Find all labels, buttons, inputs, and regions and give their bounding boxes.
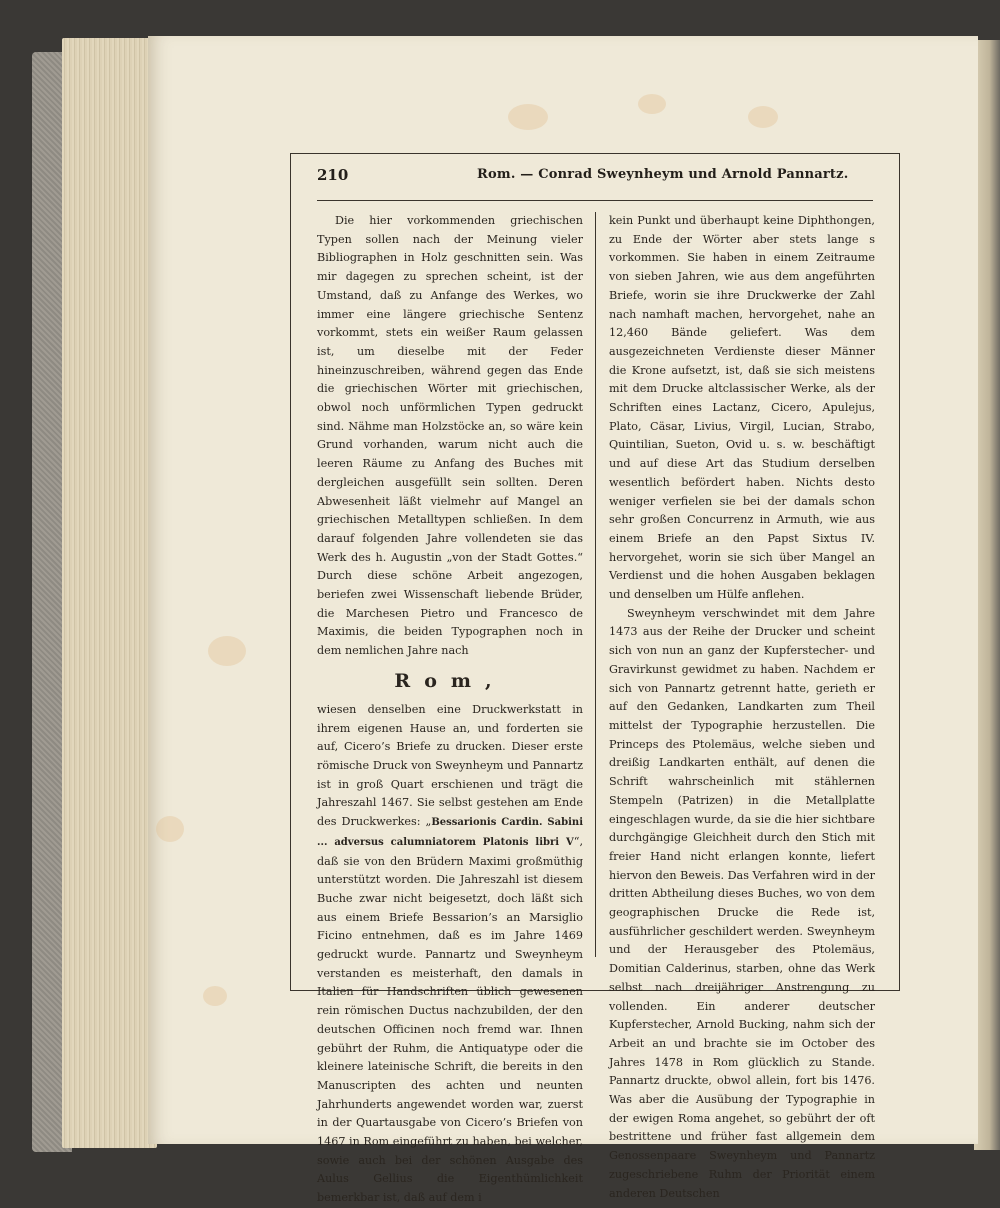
stacked-page-edges [62,38,157,1148]
latin-title: Bessarionis Cardin. Sabini ... adversus calumniatorem Platonis libri V [317,817,583,848]
foxing-spot [638,94,666,114]
paragraph: Sweynheym verschwindet mit dem Jahre 1473 aus der Reihe der Drucker und scheint sich von nun an ganz der Kupferstecher- und Gravirkunst gewidmet zu haben. Nachdem er sich von Pannartz getrennt hatte, gerieth er auf den Gedanken, Landkarten zum Theil mittelst der Typographie herzustellen. Die Princeps des Ptolemäus, welche sieben und dreißig Landkarten enthält, auf denen die Schrift wahrscheinlich mit stählernen Stempeln (Patrizen) in die Metallplatte eingeschlagen wurde, da sie die hier sichtbare durchgängige Gleichheit durch den Stich mit freier Hand nicht erlangen konnte, liefert hiervon den Beweis. Das Verfahren wird in der dritten Abtheilung dieses Buches, wo von dem geographischen Drucke die Rede ist, ausführlicher geschildert werden. Sweynheym und der Herausgeber des Ptolemäus, Domitian Calderinus, starben, ohne das Werk selbst nach dreijähriger Anstrengung zu vollenden. Ein anderer deutscher Kupferstecher, Arnold Bucking, nahm sich der Arbeit an und brachte sie im October des Jahres 1478 in Rom glücklich zu Stande. Pannartz druckte, obwol allein, fort bis 1476. Was aber die Ausübung der Typographie in der ewigen Roma angehet, so gebührt der oft bestrittene und früher fast allgemein dem Genossenpaare Sweynheym und Pannartz zugeschriebene Ruhm der Priorität einem anderen Deutschen [609,606,875,1200]
paragraph [317,701,583,1208]
paragraph: Die hier vorkommenden griechischen Typen sollen nach der Meinung vieler Bibliographen in Holz geschnitten sein. Was mir dagegen zu sprechen scheint, ist der Umstand, daß zu Anfange des Werkes, wo immer eine längere griechische Sentenz vorkommt, stets ein weißer Raum gelassen ist, um dieselbe mit der Feder hineinzuschreiben, während gegen das Ende die griechischen Wörter mit griechischen, obwol noch unförmlichen Typen gedruckt sind. Nähme man Holzstöcke an, so wäre kein Grund vorhanden, warum nicht auch die leeren Räume zu Anfang des Buches mit dergleichen ausgefüllt sein sollten. Deren Abwesenheit läßt vielmehr auf Mangel an griechischen Metalltypen schließen. In dem darauf folgenden Jahre vollendeten sie das Werk des h. Augustin „von der Stadt Gottes.“ Durch diese schöne Arbeit angezogen, beriefen zwei Wissenschaft liebende Brüder, die Marchesen Pietro und Francesco de Maximis, die beiden Typographen noch in dem nemlichen Jahre nach [317,214,583,658]
right-column [609,212,875,1203]
foxing-spot [208,636,246,666]
left-column [317,212,583,1208]
foxing-spot [508,104,548,130]
foxing-spot [156,816,184,842]
foxing-spot [203,986,227,1006]
foxing-spot [748,106,778,128]
page-number: 210 [317,166,349,184]
page-header [317,166,877,192]
paragraph-text: “, daß sie von den Brüdern Maximi großmüthig unterstützt worden. Die Jahreszahl ist diesem Buche zwar nicht beigesetzt, doch läßt sich aus einem Briefe Bessarion’s an Marsiglio Ficino entnehmen, daß es im Jahre 1469 gedruckt wurde. Pannartz und Sweynheym verstanden es meisterhaft, den damals in Italien für Handschriften üblich gewesenen rein römischen Ductus nachzubilden, der den deutschen Officinen noch fremd war. Ihnen gebührt der Ruhm, die Antiquatype oder die kleinere lateinische Schrift, die bereits in den Manuscripten des achten und neunten Jahrhunderts angewendet worden war, zuerst in der Quartausgabe von Cicero’s Briefen von 1467 in Rom eingeführt zu haben, bei welcher, sowie auch bei der schönen Ausgabe des Aulus Gellius die Eigenthümlichkeit bemerkbar ist, daß auf dem i [317,834,583,1205]
section-heading: Rom, [394,669,506,692]
header-rule [317,200,873,201]
running-title: Rom. — Conrad Sweynheym und Arnold Pannartz. [477,167,849,182]
column-divider [595,212,596,957]
text-frame [290,153,900,1205]
paragraph: kein Punkt und überhaupt keine Diphthongen, zu Ende der Wörter aber stets lange s vorkommen. Sie haben in einem Zeitraume von sieben Jahren, wie aus dem angeführten Briefe, worin sie ihre Druckwerke der Zahl nach namhaft machen, hervorgehet, nahe an 12,460 Bände geliefert. Was dem ausgezeichneten Verdienste dieser Männer die Krone aufsetzt, ist, daß sie sich meistens mit dem Drucke altclassischer Werke, als der Schriften eines Lactanz, Cicero, Apulejus, Plato, Cäsar, Livius, Virgil, Lucian, Strabo, Quintilian, Sueton, Ovid u. s. w. beschäftigt und auf diese Art das Studium derselben wesentlich befördert haben. Nichts desto weniger verfielen sie bei der damals schon sehr großen Concurrenz in Armuth, wie aus einem Briefe an den Papst Sixtus IV. hervorgehet, worin sie sich über Mangel an Verdienst und die hohen Ausgaben beklagen und denselben um Hülfe anflehen. [609,214,875,602]
paragraph-text: wiesen denselben eine Druckwerkstatt in ihrem eigenen Hause an, und forderten sie auf, Cicero’s Briefe zu drucken. Dieser erste römische Druck von Sweynheym und Pannartz ist in groß Quart erschienen und trägt die Jahreszahl 1467. Sie selbst gestehen am Ende des Druckwerkes: „ [317,702,583,829]
